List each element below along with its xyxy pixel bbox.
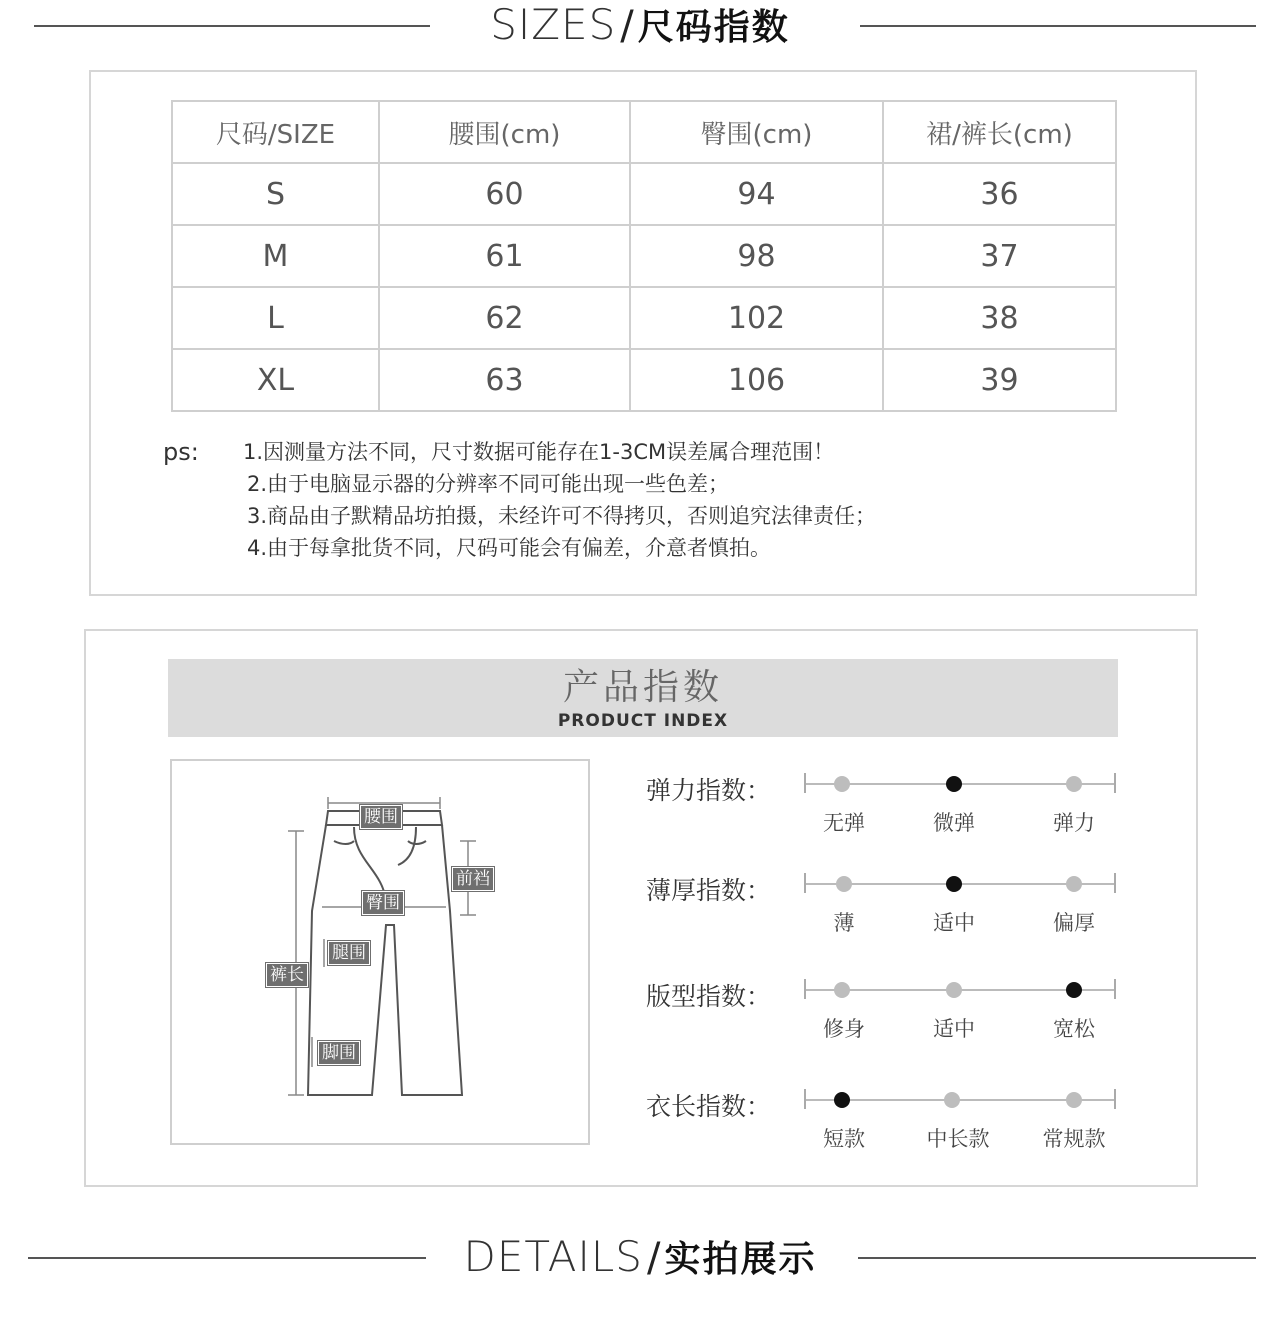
details-heading (0, 1232, 1280, 1282)
table-row (172, 225, 1116, 287)
table-row (172, 349, 1116, 411)
tag-hem: 脚围 (318, 1041, 360, 1065)
product-index-title-zh: 产品指数 (562, 667, 723, 708)
table-cell: 36 (883, 163, 1116, 225)
size-table-header-row (172, 101, 1116, 163)
index-row-elasticity (646, 771, 1116, 841)
table-row (172, 287, 1116, 349)
details-title-zh: 实拍展示 (664, 1239, 817, 1280)
scale-cap-right (1114, 773, 1116, 793)
table-cell: 63 (379, 349, 630, 411)
scale-option: 弹力 (1053, 811, 1095, 835)
scale-cap-left (804, 873, 806, 893)
tag-waist: 腰围 (360, 805, 402, 829)
scale-marker (834, 982, 850, 998)
scale-marker-selected (946, 876, 962, 892)
scale-cap-left (804, 773, 806, 793)
tag-thigh: 腿围 (328, 941, 370, 965)
scale-cap-right (1114, 1089, 1116, 1109)
scale-option: 宽松 (1053, 1017, 1095, 1041)
notes-prefix: ps: (163, 438, 199, 466)
size-table-header: 裙/裤长(cm) (883, 101, 1116, 163)
product-index-panel (84, 629, 1198, 1187)
scale-cap-right (1114, 873, 1116, 893)
sizes-title-en: SIZES (490, 0, 617, 49)
index-row-length (646, 1087, 1116, 1157)
index-label: 弹力指数： (646, 776, 772, 805)
sizes-heading (0, 0, 1280, 50)
scale-marker (836, 876, 852, 892)
note-item: 2.由于电脑显示器的分辨率不同可能出现一些色差； (247, 472, 730, 496)
scale-option: 微弹 (933, 811, 975, 835)
scale-cap-left (804, 1089, 806, 1109)
table-cell: 98 (630, 225, 883, 287)
note-item: 3.商品由子默精品坊拍摄，未经许可不得拷贝，否则追究法律责任； (247, 504, 877, 528)
scale-marker-selected (1066, 982, 1082, 998)
index-scale (804, 771, 1116, 841)
notes-list (243, 436, 1063, 564)
table-cell: 37 (883, 225, 1116, 287)
scale-marker (1066, 876, 1082, 892)
sizes-title-sep: / (620, 3, 634, 49)
size-table (171, 100, 1117, 412)
scale-option: 适中 (933, 911, 975, 935)
scale-option: 偏厚 (1053, 911, 1095, 935)
scale-marker-selected (946, 776, 962, 792)
scale-option: 短款 (823, 1127, 865, 1151)
scale-option: 常规款 (1042, 1127, 1106, 1151)
scale-marker (834, 776, 850, 792)
sizes-title (0, 0, 1280, 59)
scale-cap-left (804, 979, 806, 999)
table-cell: M (172, 225, 379, 287)
table-cell: XL (172, 349, 379, 411)
scale-marker (946, 982, 962, 998)
table-cell: 102 (630, 287, 883, 349)
scale-option: 修身 (823, 1017, 865, 1041)
scale-marker (1066, 1092, 1082, 1108)
index-row-thickness (646, 871, 1116, 941)
product-index-title-en: PRODUCT INDEX (557, 711, 729, 731)
scale-marker-selected (834, 1092, 850, 1108)
note-item: 4.由于每拿批货不同，尺码可能会有偏差，介意者慎拍。 (247, 536, 772, 560)
note-item: 1.因测量方法不同，尺寸数据可能存在1-3CM误差属合理范围！ (243, 440, 835, 464)
product-index-banner (168, 659, 1118, 737)
table-cell: 62 (379, 287, 630, 349)
scale-option: 中长款 (926, 1127, 990, 1151)
pants-diagram (170, 759, 590, 1145)
table-cell: 61 (379, 225, 630, 287)
scale-marker (944, 1092, 960, 1108)
table-cell: 60 (379, 163, 630, 225)
details-title-sep: / (646, 1235, 661, 1281)
tag-front-rise: 前裆 (452, 867, 494, 891)
scale-cap-right (1114, 979, 1116, 999)
scale-option: 无弹 (823, 811, 865, 835)
size-table-header: 腰围(cm) (379, 101, 630, 163)
table-cell: L (172, 287, 379, 349)
size-chart-panel (89, 70, 1197, 596)
table-row (172, 163, 1116, 225)
scale-option: 适中 (933, 1017, 975, 1041)
table-cell: S (172, 163, 379, 225)
index-scale (804, 977, 1116, 1047)
table-cell: 39 (883, 349, 1116, 411)
table-cell: 38 (883, 287, 1116, 349)
tag-hip: 臀围 (362, 891, 404, 915)
index-scale (804, 1087, 1116, 1157)
scale-option: 薄 (833, 911, 855, 935)
table-cell: 106 (630, 349, 883, 411)
index-label: 衣长指数： (646, 1092, 772, 1121)
table-cell: 94 (630, 163, 883, 225)
details-title (0, 1232, 1280, 1291)
index-label: 薄厚指数： (646, 876, 772, 905)
index-label: 版型指数： (646, 982, 772, 1011)
index-scale (804, 871, 1116, 941)
tag-length: 裤长 (266, 963, 308, 987)
details-title-en: DETAILS (463, 1232, 643, 1281)
size-table-header: 臀围(cm) (630, 101, 883, 163)
scale-marker (1066, 776, 1082, 792)
sizes-title-zh: 尺码指数 (637, 7, 790, 48)
index-row-fit (646, 977, 1116, 1047)
size-table-header: 尺码/SIZE (172, 101, 379, 163)
